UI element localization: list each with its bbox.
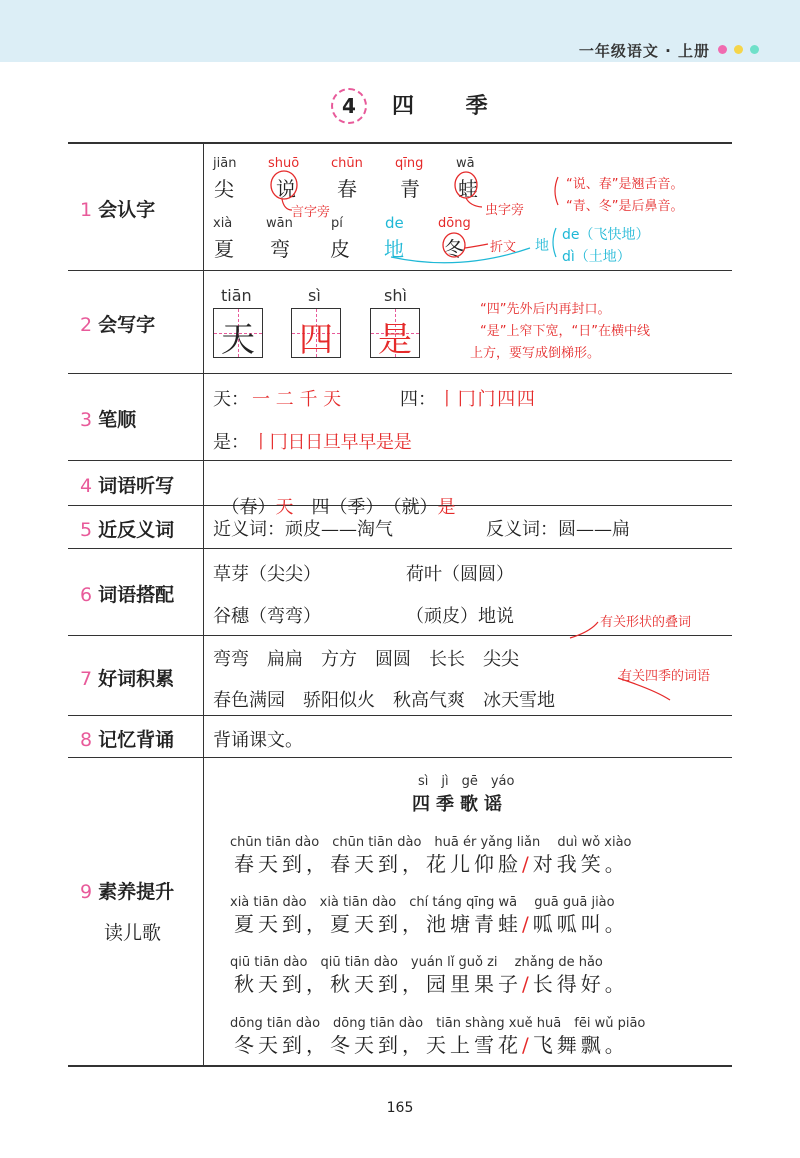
annotation-note: “说、春”是翘舌音。: [566, 177, 684, 192]
pinyin: shuō: [268, 156, 300, 171]
write-character: 是: [378, 320, 412, 360]
bracket-mark: [555, 177, 558, 205]
character: 春: [337, 177, 357, 201]
circle-mark: [271, 171, 297, 199]
annotation-note: 上方，要写成倒梯形。: [470, 346, 601, 361]
poem-title-pinyin: sì jì gē yáo: [418, 774, 515, 789]
pinyin: shì: [384, 286, 407, 305]
character: 青: [400, 177, 420, 201]
row-label-dictation: 4 词语听写: [80, 475, 175, 497]
row-label-enrich: 9 素养提升: [80, 881, 175, 903]
annotation-note: “四”先外后内再封口。: [480, 302, 611, 317]
stroke-label: 四：: [400, 389, 436, 410]
poem-pinyin: xià tiān dào xià tiān dào chí táng qīng wā guā guā jiào: [230, 895, 615, 910]
row-label-stroke: 3 笔顺: [80, 409, 137, 431]
tianzige-box: [370, 308, 420, 358]
collocation: 草芽（尖尖）: [213, 564, 321, 585]
annotation-note: “青、冬”是后鼻音。: [566, 199, 684, 214]
book-title: 一年级语文 · 上册: [578, 42, 710, 60]
good-words: 弯弯 扁扁 方方 圆圆 长长 尖尖: [213, 649, 519, 670]
arrow-mark: [618, 678, 670, 700]
character: 说: [276, 177, 296, 201]
character: 蛙: [458, 177, 478, 201]
stroke-label: 是：: [213, 432, 249, 453]
stroke-steps: 丨 冂 日 日 旦 早 早 是 是: [252, 432, 409, 453]
arrow-mark: [465, 244, 488, 248]
pinyin: dōng: [438, 216, 471, 231]
pinyin: tiān: [221, 286, 252, 305]
annotation: 有关形状的叠词: [600, 615, 692, 630]
poem-line: 春天到，春天到，花儿仰脸/对我笑。: [234, 852, 629, 876]
character: 皮: [330, 237, 350, 261]
dictation-line: （春）天 四（季） （就）是: [221, 497, 456, 518]
pinyin: chūn: [331, 156, 363, 171]
row-label-words: 7 好词积累: [80, 668, 175, 690]
annotation: 地: [535, 238, 549, 254]
write-character: 四: [299, 320, 333, 360]
annotation: dì（土地）: [562, 249, 631, 265]
row-label-synonyms: 5 近反义词: [80, 519, 175, 541]
collocation: （顽皮）地说: [406, 606, 514, 627]
stroke-steps: 一 二 千 天: [252, 389, 342, 410]
row-label-collocation: 6 词语搭配: [80, 584, 175, 606]
poem-pinyin: qiū tiān dào qiū tiān dào yuán lǐ guǒ zi zhǎng de hǎo: [230, 955, 603, 970]
pinyin: de: [385, 214, 404, 232]
character: 尖: [214, 177, 234, 201]
arrow-mark: [466, 198, 482, 207]
collocation: 荷叶（圆圆）: [406, 564, 514, 585]
recite-text: 背诵课文。: [213, 730, 303, 751]
good-words: 春色满园 骄阳似火 秋高气爽 冰天雪地: [213, 690, 555, 711]
annotation-note: “是”上窄下宽，“日”在横中线: [480, 324, 650, 339]
pinyin: wā: [456, 156, 475, 171]
annotation: de（飞快地）: [562, 227, 650, 243]
pinyin: wān: [266, 216, 293, 231]
antonym: 反义词：圆——扁: [486, 519, 630, 540]
stroke-steps: 丨 冂 门 四 四: [438, 389, 533, 410]
pinyin: jiān: [213, 156, 237, 171]
poem-title: 四季歌谣: [412, 794, 508, 815]
poem-pinyin: chūn tiān dào chūn tiān dào huā ér yǎng liǎn duì wǒ xiào: [230, 835, 632, 850]
character: 冬: [444, 237, 464, 261]
write-character: 天: [221, 320, 255, 360]
annotation: 折文: [490, 240, 517, 255]
bracket-mark: [553, 228, 556, 257]
lesson-title: 四 季: [392, 94, 510, 119]
poem-line: 夏天到，夏天到，池塘青蛙/呱呱叫。: [234, 912, 629, 936]
annotation: 言字旁: [291, 205, 331, 220]
poem-line: 秋天到，秋天到，园里果子/长得好。: [234, 972, 629, 996]
pinyin: qīng: [395, 156, 424, 171]
tianzige-box: [213, 308, 263, 358]
row-label-recognize: 1 会认字: [80, 199, 156, 221]
character: 地: [384, 237, 404, 261]
circle-mark: [455, 172, 477, 198]
character: 弯: [270, 237, 290, 261]
row-label-recite: 8 记忆背诵: [80, 729, 175, 751]
arrow-mark: [570, 622, 598, 638]
synonym: 近义词：顽皮——淘气: [213, 519, 393, 540]
row-sublabel-read-rhyme: 读儿歌: [104, 922, 162, 944]
annotation: 虫字旁: [485, 203, 525, 218]
lesson-number: 4: [331, 88, 367, 124]
poem-line: 冬天到，冬天到，天上雪花/飞舞飘。: [234, 1033, 629, 1057]
annotation: 有关四季的词语: [619, 669, 711, 684]
poem-pinyin: dōng tiān dào dōng tiān dào tiān shàng xuě huā fēi wǔ piāo: [230, 1016, 646, 1031]
row-label-write: 2 会写字: [80, 314, 156, 336]
stroke-label: 天：: [213, 389, 249, 410]
pinyin: xià: [213, 216, 233, 231]
arrow-mark: [282, 199, 292, 210]
collocation: 谷穗（弯弯）: [213, 606, 321, 627]
pinyin: sì: [308, 286, 321, 305]
page-number: 165: [386, 1100, 414, 1116]
character: 夏: [214, 237, 234, 261]
pinyin: pí: [331, 216, 343, 231]
tianzige-box: [291, 308, 341, 358]
circle-mark: [443, 233, 465, 257]
